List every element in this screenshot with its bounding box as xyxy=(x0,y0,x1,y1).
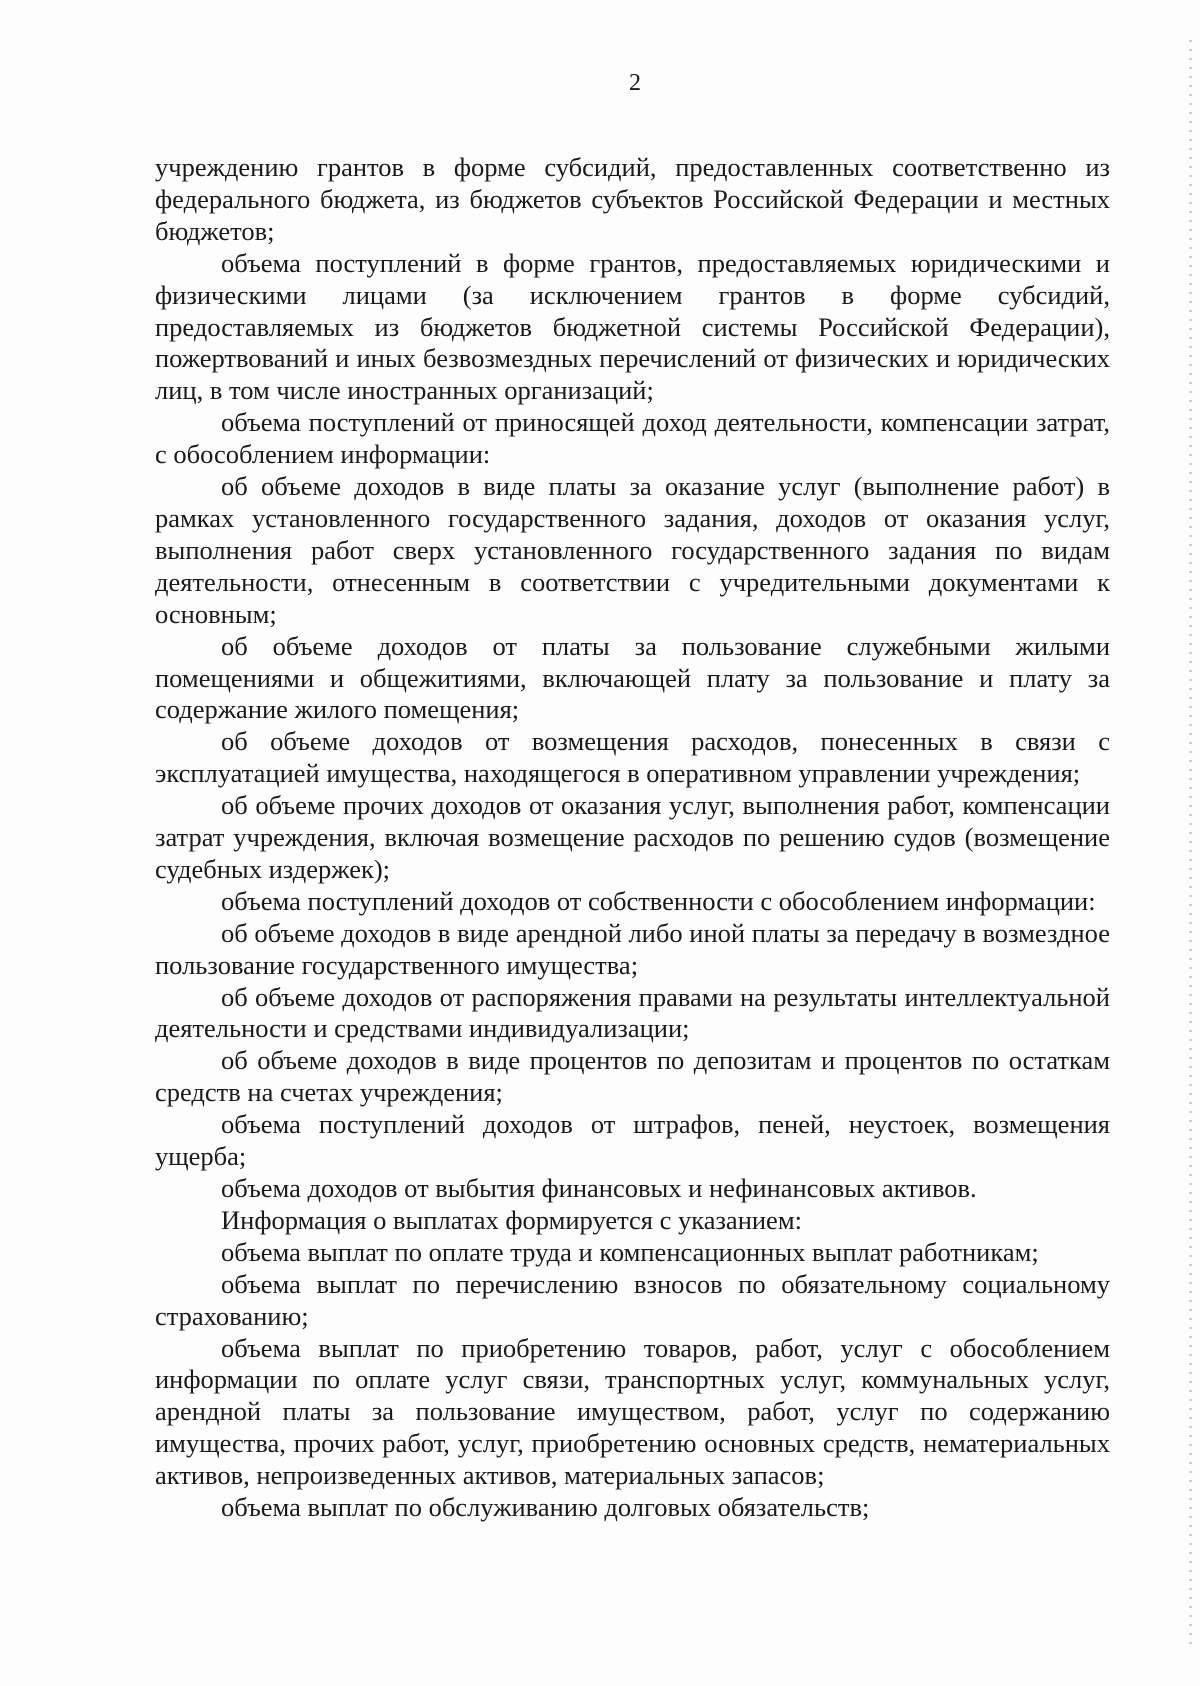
paragraph: учреждению грантов в форме субсидий, предоставленных соответственно из федерального бюджета, из бюджетов субъектов Российской Федерации и местных бюджетов; xyxy=(155,152,1110,246)
paragraph: об объеме доходов в виде процентов по депозитам и процентов по остаткам средств на счетах учреждения; xyxy=(155,1045,1110,1108)
paragraph: объема выплат по перечислению взносов по обязательному социальному страхованию; xyxy=(155,1268,1110,1331)
scan-edge-artifact xyxy=(1189,40,1192,1650)
paragraph: об объеме доходов от возмещения расходов, понесенных в связи с эксплуатацией имущества, находящегося в оперативном управлении учреждения; xyxy=(155,726,1110,789)
paragraph: объема выплат по обслуживанию долговых обязательств; xyxy=(221,1492,870,1523)
paragraph: об объеме прочих доходов от оказания услуг, выполнения работ, компенсации затрат учреждения, включая возмещение расходов по решению судов (возмещение судебных издержек); xyxy=(155,790,1110,884)
paragraph: объема доходов от выбытия финансовых и нефинансовых активов. xyxy=(221,1173,977,1203)
paragraph: об объеме доходов от платы за пользование служебными жилыми помещениями и общежитиями, включающей плату за пользование и плату за содержание жилого помещения; xyxy=(155,630,1110,725)
paragraph: объема поступлений от приносящей доход деятельности, компенсации затрат, с обособлением информации: xyxy=(155,407,1110,470)
paragraph: об объеме доходов в виде платы за оказание услуг (выполнение работ) в рамках установленного государственного задания, доходов от оказания услуг, выполнения работ сверх установленного государственного задания по видам деятельности, отнесенным в соответствии с учредительными документами к основным; xyxy=(155,471,1110,629)
paragraph: об объеме доходов в виде арендной либо иной платы за передачу в возмездное пользование государственного имущества; xyxy=(155,917,1110,980)
paragraph: об объеме доходов от распоряжения правами на результаты интеллектуальной деятельности и средствами индивидуализации; xyxy=(155,981,1110,1044)
paragraph: объема выплат по оплате труда и компенсационных выплат работникам; xyxy=(221,1236,1039,1267)
paragraph: объема поступлений доходов от штрафов, пеней, неустоек, возмещения ущерба; xyxy=(155,1109,1110,1172)
document-body xyxy=(155,152,1110,1524)
paragraph: объема выплат по приобретению товаров, работ, услуг с обособлением информации по оплате услуг связи, транспортных услуг, коммунальных услуг, арендной платы за пользование имуществом, работ, услуг по содержанию имущества, прочих работ, услуг, приобретению основных средств, нематериальных активов, непроизведенных активов, материальных запасов; xyxy=(155,1332,1110,1491)
page-number: 2 xyxy=(629,70,641,96)
paragraph: объема поступлений в форме грантов, предоставляемых юридическими и физическими лицами (за исключением грантов в форме субсидий, предоставляемых из бюджетов бюджетной системы Российской Федерации), пожертвований и иных безвозмездных перечислений от физических и юридических лиц, в том числе иностранных организаций; xyxy=(155,247,1110,406)
paragraph: Информация о выплатах формируется с указанием: xyxy=(221,1204,802,1235)
paragraph: объема поступлений доходов от собственности с обособлением информации: xyxy=(221,885,1096,916)
